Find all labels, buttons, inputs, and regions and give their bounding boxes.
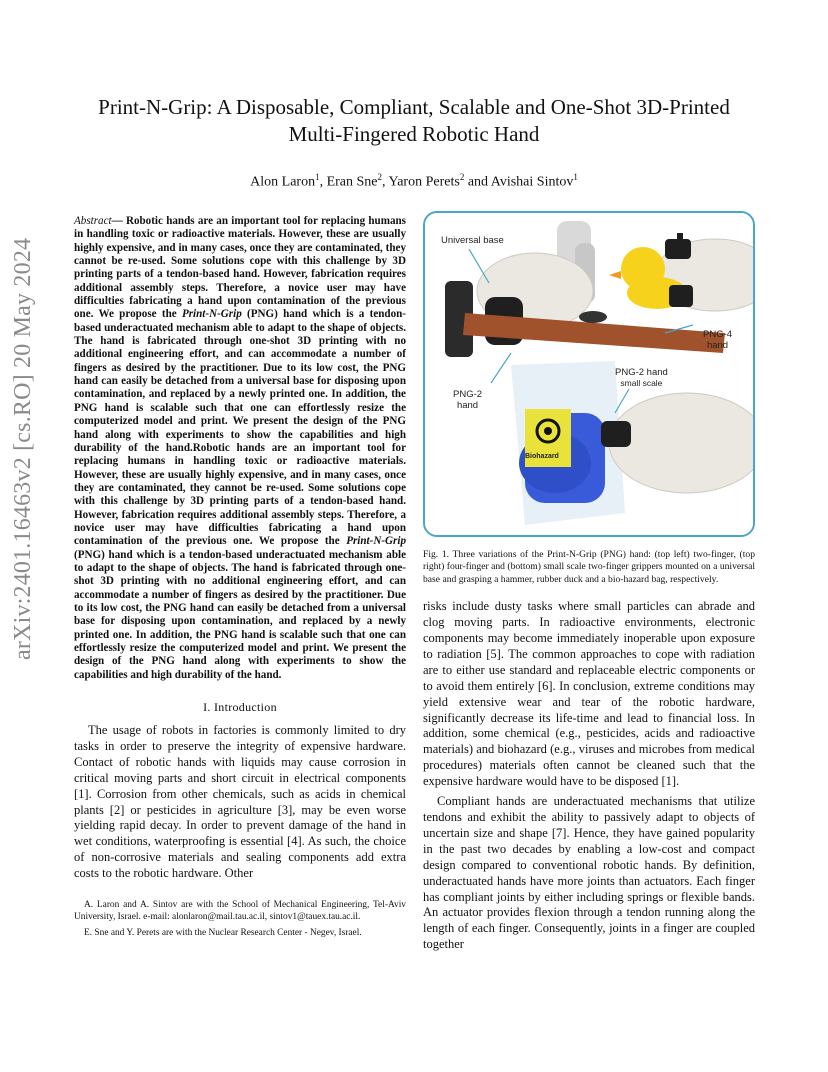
- label-png2-small-title: PNG-2 hand: [615, 367, 668, 378]
- author-name: Alon Laron: [250, 174, 316, 190]
- section-heading-introduction: I. Introduction: [203, 700, 277, 715]
- author-affiliation: 1: [315, 172, 320, 182]
- right-column: [423, 211, 755, 953]
- figure-caption: Fig. 1. Three variations of the Print-N-Grip (PNG) hand: (top left) two-finger, (top right) four-finger and (bottom) small scale two-finger grippers mounted on a universal base and grasping a hammer, rubber duck and a bio-hazard bag, respectively.: [423, 549, 755, 585]
- paper-title: [60, 94, 768, 148]
- abstract: Abstract— Robotic hands are an important tool for replacing humans in handling toxic or radioactive materials. However, these are usually highly expensive, and in many cases, once they are contaminated, they cannot be re-used. Some solutions cope with this challenge by 3D printing parts of a tendon-based hand. However, fabrication requires additional assembly steps. Therefore, a novice user may have difficulties fabricating a hand upon contamination of the previous one. We propose the Print-N-Grip (PNG) hand which is a tendon-based underactuated mechanism able to adapt to the shape of objects. The hand is fabricated through one-shot 3D printing with no additional engineering effort, and can accommodate a number of fingers as desired by the practitioner. Due to its low cost, the PNG hand can easily be detached from a universal base for disposing upon contamination, and replaced by a newly printed one. In addition, the PNG hand is scalable such that one can effortlessly resize the computerized model and print. We present the design of the PNG hand along with experiments to show the capabilities and high durability of the hand.Robotic hands are an important tool for replacing humans in handling toxic or radioactive materials. However, these are usually highly expensive, and in many cases, once they are contaminated, they cannot be re-used. Some solutions cope with this challenge by 3D printing parts of a tendon-based hand. However, fabrication requires additional assembly steps. Therefore, a novice user may have difficulties fabricating a hand upon contamination of the previous one. We propose the Print-N-Grip (PNG) hand which is a tendon-based underactuated mechanism able to adapt to the shape of objects. The hand is fabricated through one-shot 3D printing with no additional engineering effort, and can accommodate a number of fingers as desired by the practitioner. Due to its low cost, the PNG hand can easily be detached from a universal base for disposing upon contamination, and replaced by a newly printed one. In addition, the PNG hand is scalable such that one can effortlessly resize the computerized model and print. We present the design of the PNG hand along with experiments to show the capabilities and high durability of the hand.: [74, 215, 406, 681]
- author-separator: ,: [382, 174, 389, 190]
- abstract-text-3: (PNG) hand which is a tendon-based underactuated mechanism able to adapt to the shape of objects. The hand is fabricated through one-shot 3D printing with no additional engineering effort, and can accommodate a number of fingers as desired by the practitioner. Due to its low cost, the PNG hand can easily be detached from a universal base for disposing upon contamination, and replaced by a newly printed one. In addition, the PNG hand is scalable such that one can effortlessly resize the computerized model and print. We present the design of the PNG hand along with experiments to show the capabilities and high durability of the hand.: [74, 548, 406, 681]
- label-png2-hand: PNG-2 hand: [453, 389, 483, 411]
- label-png4-hand: PNG-4 hand: [703, 329, 733, 351]
- author-affiliation: 2: [377, 172, 383, 182]
- abstract-text-1: Robotic hands are an important tool for replacing humans in handling toxic or radioactive materials. However, these are usually highly expensive, and in many cases, once they are contaminated, they cannot be re-used. Some solutions cope with this challenge by 3D printing parts of a tendon-based hand. However, fabrication requires additional assembly steps. Therefore, a novice user may have difficulties fabricating a hand upon contamination of the previous one. We propose the: [74, 215, 406, 321]
- label-png2-small: [615, 367, 668, 389]
- footnote-1: A. Laron and A. Sintov are with the School of Mechanical Engineering, Tel-Aviv University, Israel. e-mail: alonlaron@mail.tau.ac.il, sintov1@tauex.tau.ac.il.: [74, 900, 406, 922]
- author-name: Yaron Perets: [388, 174, 460, 190]
- abstract-keyword: Abstract: [74, 215, 112, 227]
- right-paragraph-1: risks include dusty tasks where small particles can abrade and clog moving parts. In radioactive environments, electronic components may become immediately inoperable upon exposure to radiation [5]. The common approaches to cope with radiation are to either use standard and replaceable electric components or to avoid them entirely [6]. In conclusion, extreme conditions may yield extensive wear and tear of the robotic hardware, significantly decrease its life-time and lead to financial loss. In addition, some chemical (e.g., pesticides, acids and radioactive materials) and biohazard (e.g., viruses and microbes from medical procedures) materials often cannot be cleaned such that the expensive hardware would have to be disposed [1].: [423, 599, 755, 789]
- author-separator: and: [464, 174, 491, 190]
- author-name: Eran Sne: [326, 174, 378, 190]
- figure-illustration: [425, 213, 753, 535]
- author-affiliation: 2: [459, 172, 465, 182]
- author-list: [60, 172, 768, 191]
- label-biohazard: Biohazard: [525, 453, 559, 460]
- abstract-text-2: (PNG) hand which is a tendon-based underactuated mechanism able to adapt to the shape of objects. The hand is fabricated through one-shot 3D printing with no additional engineering effort, and can accommodate a number of fingers as desired by the practitioner. Due to its low cost, the PNG hand can easily be detached from a universal base for disposing upon contamination, and replaced by a newly printed one. In addition, the PNG hand is scalable such that one can effortlessly resize the computerized model and print. We present the design of the PNG hand along with experiments to show the capabilities and high durability of the hand.Robotic hands are an important tool for replacing humans in handling toxic or radioactive materials. However, these are usually highly expensive, and in many cases, once they are contaminated, they cannot be re-used. Some solutions cope with this challenge by 3D printing parts of a tendon-based hand. However, fabrication requires additional assembly steps. Therefore, a novice user may have difficulties fabricating a hand upon contamination of the previous one. We propose the: [74, 308, 406, 548]
- left-column: [74, 215, 406, 939]
- label-universal-base: Universal base: [441, 235, 504, 246]
- figure-1-photo: [423, 211, 755, 537]
- right-paragraph-2: Compliant hands are underactuated mechanisms that utilize tendons and exhibit the ability to passively adapt to objects of uncertain size and shape [7]. Hence, they have gained popularity in the past two decades by enabling a low-cost and compact design compared to conventional robotic hands. By definition, underactuated hands have more joints than actuators. Each finger has compliant joints by either including springs or flexible bands. An actuator provides flexion through a tendon running along the length of each finger. Consequently, joints in a finger are coupled together: [423, 794, 755, 952]
- author-affiliation: 1: [573, 172, 578, 182]
- arxiv-identifier: arXiv:2401.16463v2 [cs.RO] 20 May 2024: [10, 237, 36, 660]
- abstract-italic-2: Print-N-Grip: [346, 535, 406, 548]
- title-line-2: Multi-Fingered Robotic Hand: [288, 122, 540, 146]
- footnote-2: E. Sne and Y. Perets are with the Nuclear Research Center - Negev, Israel.: [84, 927, 362, 938]
- abstract-italic-1: Print-N-Grip: [181, 308, 242, 321]
- intro-paragraph: The usage of robots in factories is commonly limited to dry tasks in order to preserve the integrity of expensive hardware. Contact of robotic hands with liquids may cause corrosion in critical moving parts and short circuit in electrical components [1]. Corrosion from other chemicals, such as acids in chemical plants [2] or pesticides in agriculture [3], may be even worse yielding rapid decay. In order to prevent damage of the hand in wet conditions, waterproofing is essential [4]. As such, the choice of non-corrosive materials and sealing components add extra costs to the robotic hardware. Other: [74, 723, 406, 881]
- title-line-1: Print-N-Grip: A Disposable, Compliant, Scalable and One-Shot 3D-Printed: [98, 95, 730, 119]
- author-separator: ,: [319, 174, 327, 190]
- label-small-scale: small scale: [620, 378, 663, 388]
- author-name: Avishai Sintov: [490, 174, 574, 190]
